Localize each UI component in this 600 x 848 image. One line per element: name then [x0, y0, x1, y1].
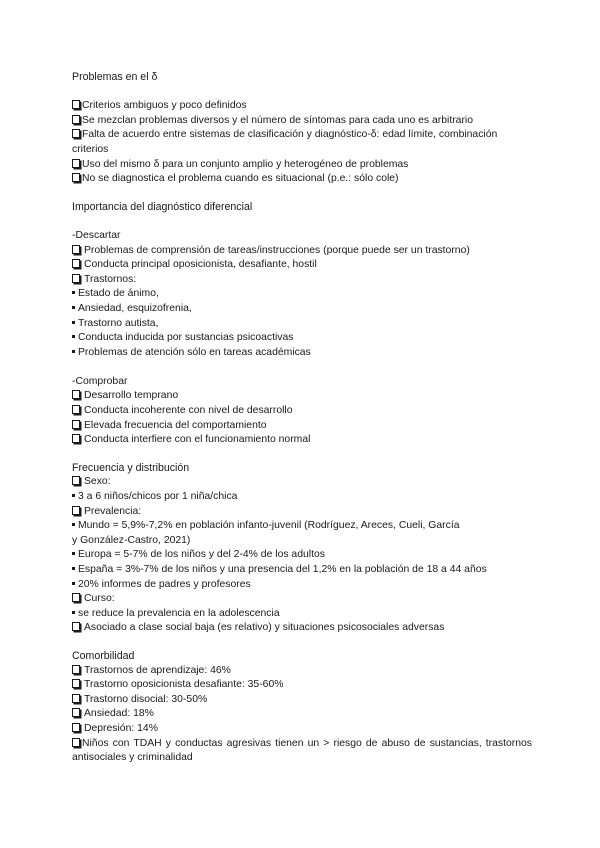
- list-item: Conducta interfiere con el funcionamiento normal: [72, 433, 532, 448]
- bullet-icon: [72, 567, 75, 570]
- bullet-item: se reduce la prevalencia en la adolescencia: [72, 607, 532, 622]
- list-item: Niños con TDAH y conductas agresivas tienen un > riesgo de abuso de sustancias, trastornos antisociales y criminalidad: [72, 737, 532, 764]
- bullet-item: Problemas de atención sólo en tareas académicas: [72, 346, 532, 361]
- bullet-icon: [72, 306, 75, 309]
- section-frequency: [72, 461, 532, 636]
- section-comorbidity: [72, 649, 532, 766]
- bullet-item: Estado de ánimo,: [72, 287, 532, 302]
- list-item: Elevada frecuencia del comportamiento: [72, 419, 532, 434]
- bullet-item: Conducta inducida por sustancias psicoactivas: [72, 331, 532, 346]
- checkbox-icon: [72, 100, 80, 109]
- checkbox-icon: [72, 434, 80, 443]
- checkbox-icon: [72, 723, 80, 732]
- list-item: Criterios ambiguos y poco definidos: [72, 99, 532, 114]
- section-title-problems: Problemas en el δ: [72, 71, 158, 83]
- subheading-descartar: -Descartar: [72, 229, 121, 241]
- checkbox-icon: [72, 259, 80, 268]
- bullet-item: 20% informes de padres y profesores: [72, 578, 532, 593]
- subheading-comprobar: -Comprobar: [72, 375, 128, 387]
- list-item: Prevalencia:: [72, 505, 532, 520]
- list-item: Desarrollo temprano: [72, 389, 532, 404]
- section-title-comorbidity: Comorbilidad: [72, 649, 135, 662]
- checkbox-icon: [72, 665, 80, 674]
- checkbox-icon: [72, 694, 80, 703]
- checkbox-icon: [72, 679, 80, 688]
- list-item: Falta de acuerdo entre sistemas de clasificación y diagnóstico-δ: edad límite, combinación criterios: [72, 129, 498, 155]
- list-item: Uso del mismo δ para un conjunto amplio y heterogéneo de problemas: [72, 158, 532, 173]
- list-item: Conducta principal oposicionista, desafiante, hostil: [72, 258, 532, 273]
- list-item: No se diagnostica el problema cuando es situacional (p.e.: sólo cole): [72, 172, 532, 187]
- list-item: Ansiedad: 18%: [72, 707, 532, 722]
- document-page: [72, 70, 532, 779]
- bullet-icon: [72, 291, 75, 294]
- list-item: Sexo:: [72, 475, 532, 490]
- list-item: Curso:: [72, 592, 532, 607]
- checkbox-icon: [72, 738, 80, 747]
- checkbox-icon: [72, 245, 80, 254]
- list-item: Trastorno disocial: 30-50%: [72, 693, 532, 708]
- bullet-item: Europa = 5-7% de los niños y del 2-4% de los adultos: [72, 548, 532, 563]
- section-problems: [72, 70, 532, 187]
- list-item: Depresión: 14%: [72, 722, 532, 737]
- list-item: Problemas de comprensión de tareas/instrucciones (porque puede ser un trastorno): [72, 244, 532, 259]
- list-item: Trastornos de aprendizaje: 46%: [72, 664, 532, 679]
- section-importance: [72, 200, 532, 448]
- bullet-icon: [72, 552, 75, 555]
- checkbox-icon: [72, 405, 80, 414]
- section-title-frequency: Frecuencia y distribución: [72, 461, 190, 474]
- bullet-item: España = 3%-7% de los niños y una presencia del 1,2% en la población de 18 a 44 años: [72, 563, 532, 578]
- checkbox-icon: [72, 159, 80, 168]
- bullet-item: Mundo = 5,9%-7,2% en población infanto-juvenil (Rodríguez, Areces, Cueli, García: [72, 519, 532, 534]
- checkbox-icon: [72, 593, 80, 602]
- bullet-item: Trastorno autista,: [72, 317, 532, 332]
- list-item: Trastorno oposicionista desafiante: 35-60%: [72, 678, 532, 693]
- bullet-icon: [72, 494, 75, 497]
- bullet-item: Ansiedad, esquizofrenia,: [72, 302, 532, 317]
- bullet-icon: [72, 321, 75, 324]
- list-item: Se mezclan problemas diversos y el número de síntomas para cada uno es arbitrario: [72, 114, 532, 129]
- checkbox-icon: [72, 622, 80, 631]
- checkbox-icon: [72, 173, 80, 182]
- checkbox-icon: [72, 129, 80, 138]
- checkbox-icon: [72, 708, 80, 717]
- bullet-icon: [72, 611, 75, 614]
- checkbox-icon: [72, 420, 80, 429]
- checkbox-icon: [72, 274, 80, 283]
- bullet-continuation: y González-Castro, 2021): [72, 534, 191, 546]
- checkbox-icon: [72, 476, 80, 485]
- bullet-icon: [72, 350, 75, 353]
- bullet-icon: [72, 582, 75, 585]
- list-item: Conducta incoherente con nivel de desarrollo: [72, 404, 532, 419]
- checkbox-icon: [72, 390, 80, 399]
- bullet-icon: [72, 523, 75, 526]
- section-title-importance: Importancia del diagnóstico diferencial: [72, 200, 253, 213]
- checkbox-icon: [72, 506, 80, 515]
- checkbox-icon: [72, 115, 80, 124]
- list-item: Asociado a clase social baja (es relativo) y situaciones psicosociales adversas: [72, 621, 532, 636]
- bullet-item: 3 a 6 niños/chicos por 1 niña/chica: [72, 490, 532, 505]
- bullet-icon: [72, 335, 75, 338]
- list-item: Trastornos:: [72, 273, 532, 288]
